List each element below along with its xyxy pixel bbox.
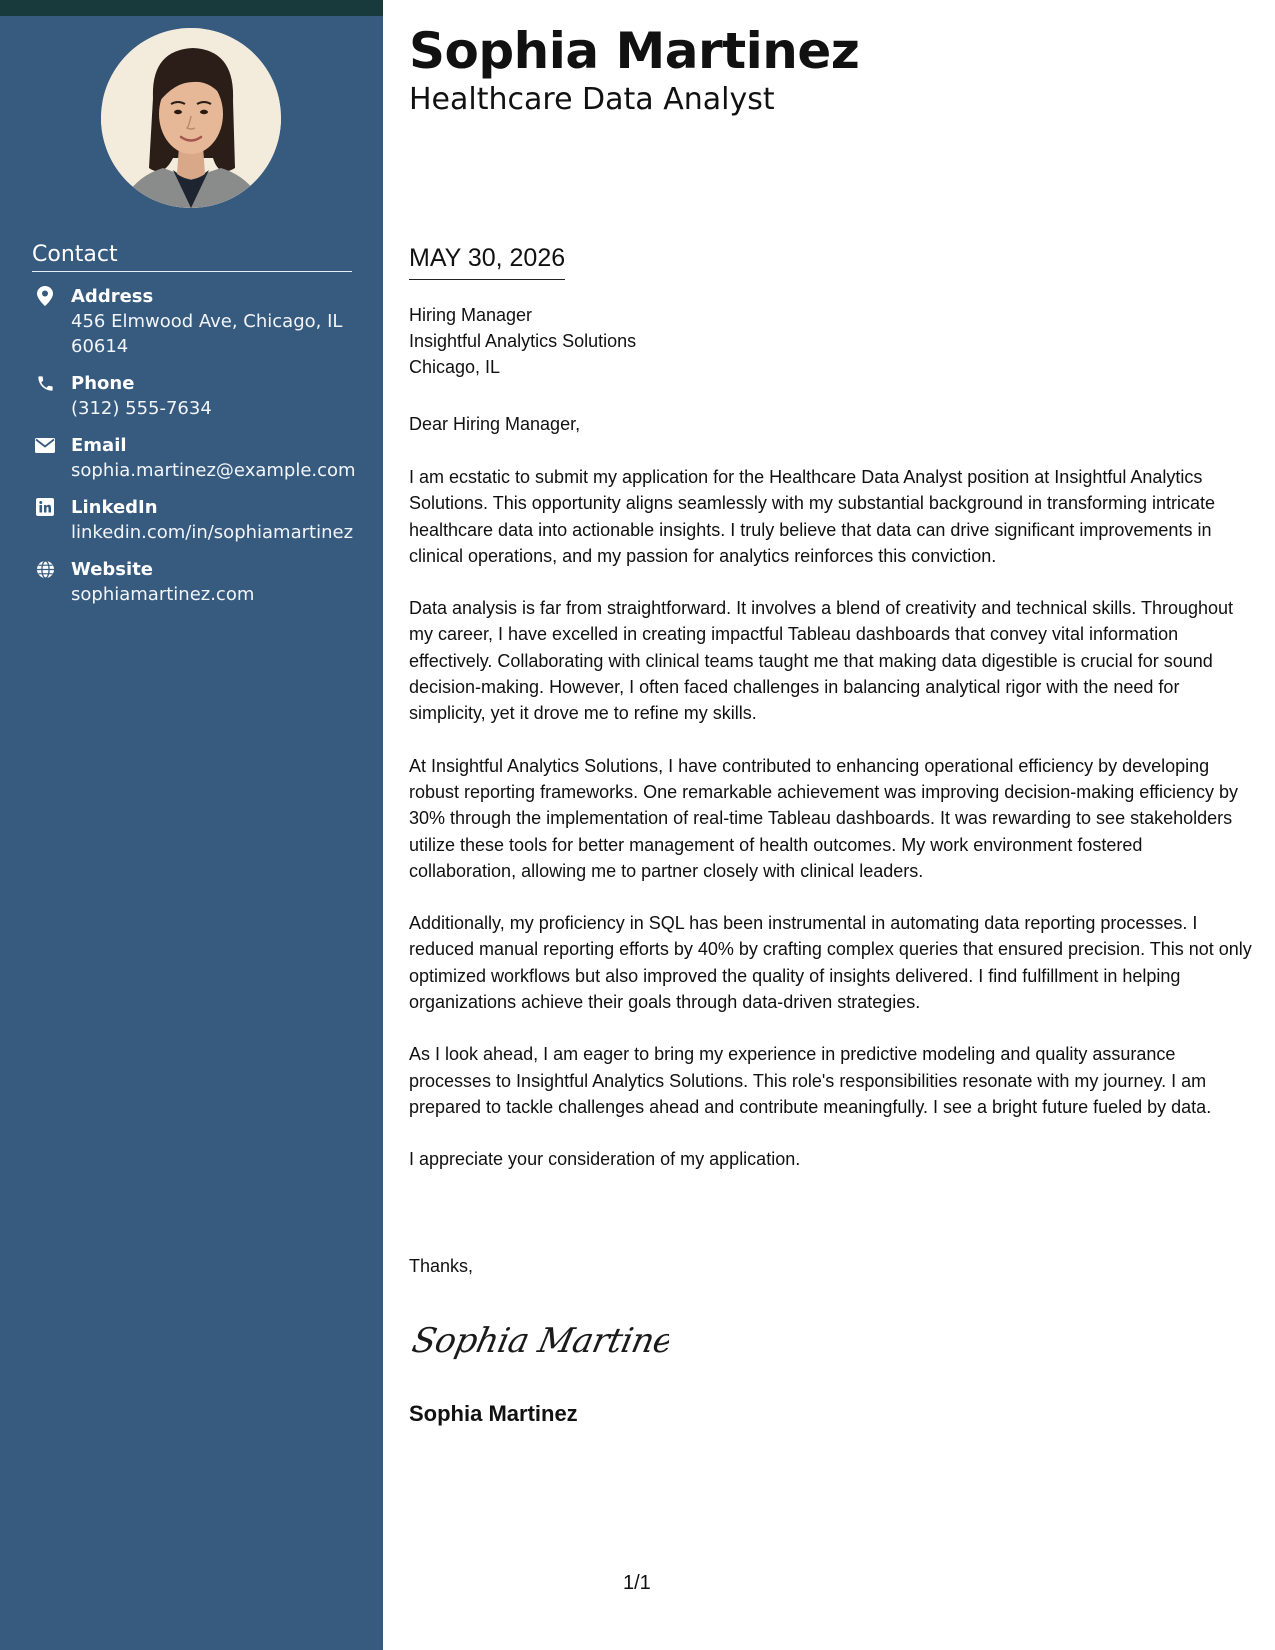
contact-item-email: [32, 433, 362, 483]
page-number: 1/1: [623, 1572, 651, 1594]
closing: Thanks,: [409, 1256, 474, 1276]
contact-label: Phone: [71, 373, 135, 394]
body-paragraph: Data analysis is far from straightforward. It involves a blend of creativity and technical skills. Throughout my career, I have excelled in creating impactful Tableau dashboards that convey vital information effectively. Collaborating with clinical teams taught me that making data digestible is crucial for sound decision-making. However, I often faced challenges in balancing analytical rigor with the need for simplicity, yet it drove me to refine my skills.: [409, 598, 1234, 724]
letter-body: [409, 464, 1254, 1199]
salutation: Dear Hiring Manager,: [409, 414, 581, 434]
website-value[interactable]: sophiamartinez.com: [71, 584, 255, 605]
applicant-name: Sophia Martinez: [409, 22, 860, 80]
contact-label: Website: [71, 559, 154, 580]
phone-icon: [35, 373, 55, 393]
contact-list: [32, 284, 362, 619]
map-pin-icon: [35, 286, 55, 306]
handwritten-signature: [409, 1312, 669, 1373]
letter-date: MAY 30, 2026: [409, 244, 565, 280]
sidebar-top-bar: [0, 0, 383, 16]
email-value[interactable]: sophia.martinez@example.com: [71, 460, 356, 481]
envelope-icon: [35, 435, 55, 455]
body-paragraph: As I look ahead, I am eager to bring my experience in predictive modeling and quality assurance processes to Insightful Analytics Solutions. This role's responsibilities resonate with my journey. I am prepared to tackle challenges ahead and contribute meaningfully. I see a bright future fueled by data.: [409, 1044, 1212, 1117]
linkedin-value[interactable]: linkedin.com/in/sophiamartinez: [71, 522, 354, 543]
recipient-line: Chicago, IL: [409, 357, 501, 377]
body-paragraph: I am ecstatic to submit my application for the Healthcare Data Analyst position at Insightful Analytics Solutions. This opportunity aligns seamlessly with my substantial background in transforming intricate healthcare data into actionable insights. I truly believe that data can drive significant improvements in clinical operations, and my passion for analytics reinforces this conviction.: [409, 467, 1216, 566]
body-paragraph: At Insightful Analytics Solutions, I have contributed to enhancing operational efficiency by developing robust reporting frameworks. One remarkable achievement was improving decision-making efficiency by 30% through the implementation of real-time Tableau dashboards. It was rewarding to see stakeholders utilize these tools for better management of health outcomes. My work environment fostered collaboration, allowing me to partner closely with clinical leaders.: [409, 755, 1239, 881]
body-paragraph: Additionally, my proficiency in SQL has been instrumental in automating data reporting processes. I reduced manual reporting efforts by 40% by crafting complex queries that ensured precision. This not only optimized workflows but also improved the quality of insights delivered. I find fulfillment in helping organizations achieve their goals through data-driven strategies.: [409, 913, 1252, 1013]
body-paragraph: I appreciate your consideration of my application.: [409, 1149, 801, 1170]
sidebar: [0, 0, 383, 1650]
job-title: Healthcare Data Analyst: [409, 82, 775, 117]
contact-label: Address: [71, 286, 154, 307]
linkedin-icon: [35, 497, 55, 517]
avatar: [101, 28, 281, 208]
contact-label: LinkedIn: [71, 497, 158, 518]
phone-value: (312) 555-7634: [71, 398, 212, 419]
globe-icon: [35, 559, 55, 579]
recipient-line: Insightful Analytics Solutions: [409, 331, 637, 351]
recipient-line: Hiring Manager: [409, 305, 533, 325]
contact-item-website: [32, 557, 362, 607]
contact-heading: Contact: [32, 242, 352, 272]
contact-item-address: [32, 284, 362, 359]
contact-label: Email: [71, 435, 127, 456]
signer-name: Sophia Martinez: [409, 1401, 578, 1426]
recipient-block: [409, 302, 636, 380]
address-value: 456 Elmwood Ave, Chicago, IL 60614: [71, 311, 343, 357]
contact-item-linkedin: [32, 495, 362, 545]
svg-text:Sophia Martinez: Sophia Martinez: [409, 1321, 669, 1361]
contact-item-phone: [32, 371, 362, 421]
